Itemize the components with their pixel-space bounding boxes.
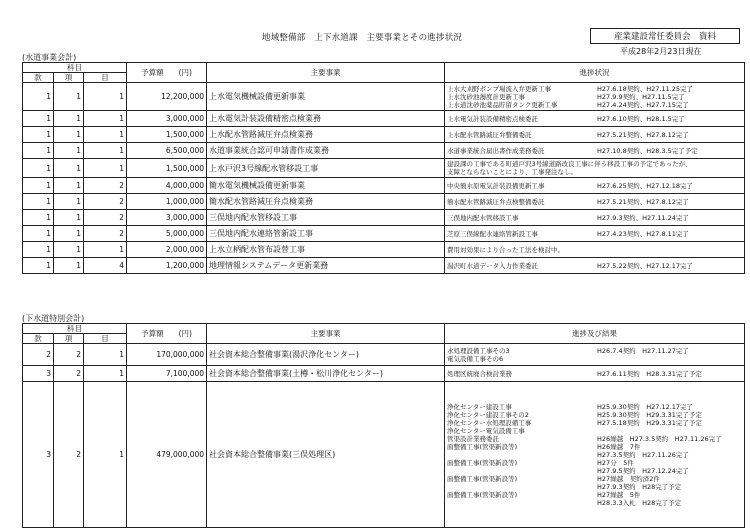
progress-cell [445, 258, 745, 274]
header-moku: 目 [84, 73, 127, 83]
progress-line [447, 230, 742, 238]
amount-cell: 5,000,000 [127, 226, 207, 242]
progress-text: 建設課の工事である町道戸沢3号線道路改良工事に伴う移設工事の予定であったが、 [447, 160, 692, 168]
water-section-label: (水道事業会計) [22, 53, 77, 62]
progress-line [447, 160, 742, 168]
kou-cell: 1 [54, 226, 84, 242]
progress-status: H27.10.8契約、H28.3.5完了予定 [597, 146, 698, 155]
table-row [23, 194, 745, 210]
progress-text: 面整備工事(管渠新設等) [447, 490, 518, 499]
header-progress: 進捗及び結果 [445, 324, 745, 344]
progress-line [447, 182, 742, 190]
kan-cell: 1 [23, 159, 54, 178]
kou-cell: 1 [54, 194, 84, 210]
progress-line [447, 115, 742, 123]
amount-cell: 7,100,000 [127, 366, 207, 382]
progress-status: H27.9.9契約、H27.11.5完了 [597, 92, 685, 101]
project-cell: 簡水配水管路減圧弁点検業務 [207, 194, 445, 210]
progress-line [447, 101, 742, 109]
kou-cell: 1 [54, 83, 84, 111]
progress-text: 中央簡水原電気計装設備更新工事 [447, 181, 545, 190]
kan-cell: 2 [23, 344, 54, 366]
project-cell: 三俣地内配水管移設工事 [207, 210, 445, 226]
kan-cell: 3 [23, 366, 54, 382]
progress-text: 面整備工事(管渠新設等) [447, 458, 518, 467]
progress-text: 湯沢町水道データ入力作業委託 [447, 261, 539, 270]
progress-text: 上水道沈砂池薬品貯留タンク更新工事 [447, 100, 558, 109]
progress-cell [445, 210, 745, 226]
progress-text: 浄化センター電気設備工事 [447, 426, 525, 435]
progress-text: 面整備工事(管渠新設等) [447, 474, 518, 483]
progress-line [447, 168, 742, 176]
progress-status: H27.9.3契約、H27.11.24完了 [597, 213, 689, 222]
table-row [23, 258, 745, 274]
progress-line [447, 475, 742, 483]
project-cell: 地理情報システムデータ更新業務 [207, 258, 445, 274]
header-kou: 項 [54, 73, 84, 83]
table-row [23, 344, 745, 366]
project-cell: 上水電気計装設備精密点検業務 [207, 111, 445, 127]
amount-cell: 3,000,000 [127, 210, 207, 226]
progress-status: H26繰越 7件 [597, 442, 641, 451]
amount-cell: 3,000,000 [127, 111, 207, 127]
kou-cell: 2 [54, 366, 84, 382]
header-project: 主要事業 [207, 324, 445, 344]
progress-line [447, 262, 742, 270]
project-cell: 簡水電気機械設備更新事業 [207, 178, 445, 194]
progress-cell [445, 178, 745, 194]
moku-cell: 2 [84, 226, 127, 242]
project-cell: 上水立柄配水管布設替工事 [207, 242, 445, 258]
progress-status: H27.4.23契約、H27.8.11完了 [597, 229, 689, 238]
progress-status: H25.9.30契約 H27.12.17完了 [597, 402, 694, 411]
progress-status: H27.5.18契約 H29.3.31完了予定 [597, 418, 702, 427]
kan-cell: 1 [23, 242, 54, 258]
progress-line [447, 483, 742, 491]
committee-label: 産業建設常任委員会 資料 [590, 28, 740, 44]
table-row [23, 111, 745, 127]
progress-status: H27.4.24契約、H27.7.15完了 [597, 100, 689, 109]
kou-cell: 1 [54, 111, 84, 127]
page-title: 地域整備部 上下水道課 主要事業とその進捗状況 [262, 33, 463, 43]
moku-cell: 1 [84, 143, 127, 159]
table-row [23, 83, 745, 111]
progress-text: 水処理設備工事その3 [447, 346, 510, 355]
progress-cell [445, 159, 745, 178]
header-project: 主要事業 [207, 63, 445, 83]
progress-status: H27.5.21契約、H27.8.12完了 [597, 197, 689, 206]
header-progress: 進捗状況 [445, 63, 745, 83]
moku-cell: 2 [84, 210, 127, 226]
amount-cell: 479,000,000 [127, 382, 207, 528]
amount-cell: 1,000,000 [127, 194, 207, 210]
moku-cell: 1 [84, 382, 127, 528]
progress-cell [445, 226, 745, 242]
progress-cell [445, 242, 745, 258]
kou-cell: 1 [54, 210, 84, 226]
progress-text: 費用対効果により合った工法を検討中。 [447, 245, 565, 254]
kan-cell: 1 [23, 143, 54, 159]
progress-text [447, 467, 597, 475]
amount-cell: 2,000,000 [127, 242, 207, 258]
progress-line [447, 467, 742, 475]
progress-text: 浄化センター建設工事 [447, 402, 512, 411]
amount-cell: 1,500,000 [127, 127, 207, 143]
table-row [23, 382, 745, 528]
kou-cell: 2 [54, 382, 84, 528]
project-cell: 水道事業統合認可申請書作成業務 [207, 143, 445, 159]
progress-line [447, 451, 742, 459]
project-cell: 上水戸沢3号線配水管移設工事 [207, 159, 445, 178]
progress-cell [445, 111, 745, 127]
kou-cell: 1 [54, 159, 84, 178]
kan-cell: 1 [23, 194, 54, 210]
progress-status: H28.3.3入札 H28完了予定 [597, 498, 682, 507]
progress-line [447, 246, 742, 254]
kan-cell: 3 [23, 382, 54, 528]
kan-cell: 1 [23, 111, 54, 127]
project-cell: 社会資本総合整備事業(三俣処理区) [207, 382, 445, 528]
progress-line [447, 355, 742, 363]
table-row [23, 210, 745, 226]
progress-line [447, 347, 742, 355]
moku-cell: 1 [84, 344, 127, 366]
progress-line [447, 411, 742, 419]
progress-line [447, 499, 742, 507]
progress-cell [445, 344, 745, 366]
moku-cell: 2 [84, 178, 127, 194]
amount-cell: 170,000,000 [127, 344, 207, 366]
progress-cell [445, 194, 745, 210]
progress-status: H27.5.22契約、H27.12.17完了 [597, 261, 694, 270]
table-row [23, 366, 745, 382]
moku-cell: 1 [84, 83, 127, 111]
progress-line [447, 370, 742, 378]
progress-status: H27.9.5契約 H27.12.24完了 [597, 466, 689, 475]
moku-cell: 4 [84, 258, 127, 274]
progress-text: 浄化センター水処理設備工事 [447, 418, 532, 427]
table-row [23, 127, 745, 143]
amount-cell: 4,000,000 [127, 178, 207, 194]
progress-line [447, 435, 742, 443]
progress-line [447, 459, 742, 467]
progress-line [447, 198, 742, 206]
project-cell: 三俣地内配水連絡管新設工事 [207, 226, 445, 242]
progress-status: H26繰越 H27.3.5契約 H27.11.26完了 [597, 434, 722, 443]
moku-cell: 1 [84, 242, 127, 258]
progress-status: H25.9.30契約 H29.3.31完了予定 [597, 410, 702, 419]
moku-cell: 1 [84, 127, 127, 143]
header-kamoku: 科目 [23, 63, 127, 73]
progress-text: 支障とならないことにより、工事発注なし。 [447, 168, 578, 176]
table-row [23, 178, 745, 194]
kou-cell: 1 [54, 258, 84, 274]
water-table [22, 62, 745, 274]
kan-cell: 1 [23, 83, 54, 111]
moku-cell: 1 [84, 366, 127, 382]
table-row [23, 143, 745, 159]
table-row [23, 242, 745, 258]
progress-status: H27.3.5契約 H27.11.26完了 [597, 450, 689, 459]
amount-cell: 1,500,000 [127, 159, 207, 178]
progress-text: 浄化センター建設工事その2 [447, 410, 529, 419]
progress-status: H27分 5件 [597, 458, 634, 467]
progress-line [447, 214, 742, 222]
amount-cell: 12,200,000 [127, 83, 207, 111]
progress-status: H27.6.25契約、H27.12.18完了 [597, 181, 694, 190]
progress-text: 電気設備工事その6 [447, 354, 504, 363]
kan-cell: 1 [23, 127, 54, 143]
progress-status: H27.6.18契約、H27.11.25完了 [597, 84, 694, 93]
kou-cell: 1 [54, 178, 84, 194]
progress-status: H27.5.21契約、H27.8.12完了 [597, 130, 689, 139]
progress-text: 簡水配水管路減圧弁点検整備委託 [447, 197, 545, 206]
progress-text: 上水電気計装設備精密点検委託 [447, 114, 539, 123]
kou-cell: 1 [54, 143, 84, 159]
progress-text [447, 451, 597, 459]
progress-cell [445, 143, 745, 159]
table-row [23, 159, 745, 178]
kan-cell: 1 [23, 226, 54, 242]
header-moku: 目 [84, 334, 127, 344]
header-kamoku: 科目 [23, 324, 127, 334]
kou-cell: 1 [54, 127, 84, 143]
progress-text: 処理区統廃合検討業務 [447, 369, 513, 378]
moku-cell: 1 [84, 111, 127, 127]
progress-line [447, 443, 742, 451]
progress-cell [445, 83, 745, 111]
header-amount: 予算額 (円) [127, 63, 207, 83]
progress-line [447, 147, 742, 155]
project-cell: 上水配水管路減圧弁点検業務 [207, 127, 445, 143]
project-cell: 上水電気機械設備更新事業 [207, 83, 445, 111]
progress-status: H26.7.4契約 H27.11.27完了 [597, 346, 689, 355]
moku-cell: 1 [84, 159, 127, 178]
kan-cell: 1 [23, 258, 54, 274]
sewer-section-label: (下水道特別会計) [22, 314, 85, 323]
amount-cell: 1,200,000 [127, 258, 207, 274]
progress-text [447, 499, 597, 507]
kan-cell: 1 [23, 210, 54, 226]
header-kan: 款 [23, 334, 54, 344]
table-row [23, 226, 745, 242]
progress-line [447, 491, 742, 499]
kou-cell: 1 [54, 242, 84, 258]
progress-text [447, 483, 597, 491]
progress-status: H27繰越 契約済2件 [597, 474, 660, 483]
progress-text: 水道事業統合届出書作成業務委託 [447, 146, 545, 155]
progress-text: 上水大刈野ポンプ場流入弁更新工事 [447, 84, 552, 93]
progress-cell [445, 127, 745, 143]
progress-line [447, 131, 742, 139]
progress-text: 芝原三俣線配水連絡管新設工事 [447, 229, 539, 238]
amount-cell: 6,500,000 [127, 143, 207, 159]
kan-cell: 1 [23, 178, 54, 194]
progress-status: H27.9.3契約 H28完了予定 [597, 482, 682, 491]
moku-cell: 2 [84, 194, 127, 210]
header-amount: 予算額 (円) [127, 324, 207, 344]
document-date: 平成28年2月23日現在 [620, 47, 702, 56]
progress-text: 上水沈砂池濁度計更新工事 [447, 92, 526, 101]
progress-line [447, 85, 742, 93]
progress-line [447, 419, 742, 427]
kou-cell: 2 [54, 344, 84, 366]
progress-cell [445, 382, 745, 528]
progress-line [447, 403, 742, 411]
progress-text: 上水配水管路減圧弁整備委託 [447, 130, 532, 139]
progress-status: H27.6.10契約、H28.1.5完了 [597, 114, 685, 123]
progress-cell [445, 366, 745, 382]
progress-status: H27.6.11契約 H28.3.31完了予定 [597, 369, 702, 378]
project-cell: 社会資本総合整備事業(湯沢浄化センター) [207, 344, 445, 366]
header-kan: 款 [23, 73, 54, 83]
progress-line [447, 427, 742, 435]
sewer-table [22, 323, 745, 528]
progress-text: 面整備工事(管渠新設等) [447, 442, 518, 451]
progress-status: H27繰越 5件 [597, 490, 641, 499]
header-kou: 項 [54, 334, 84, 344]
progress-line [447, 93, 742, 101]
progress-text: 三俣地内配水管移設工事 [447, 213, 519, 222]
project-cell: 社会資本総合整備事業(土樽・松川浄化センター) [207, 366, 445, 382]
progress-text: 管渠設計業務委託 [447, 434, 500, 443]
